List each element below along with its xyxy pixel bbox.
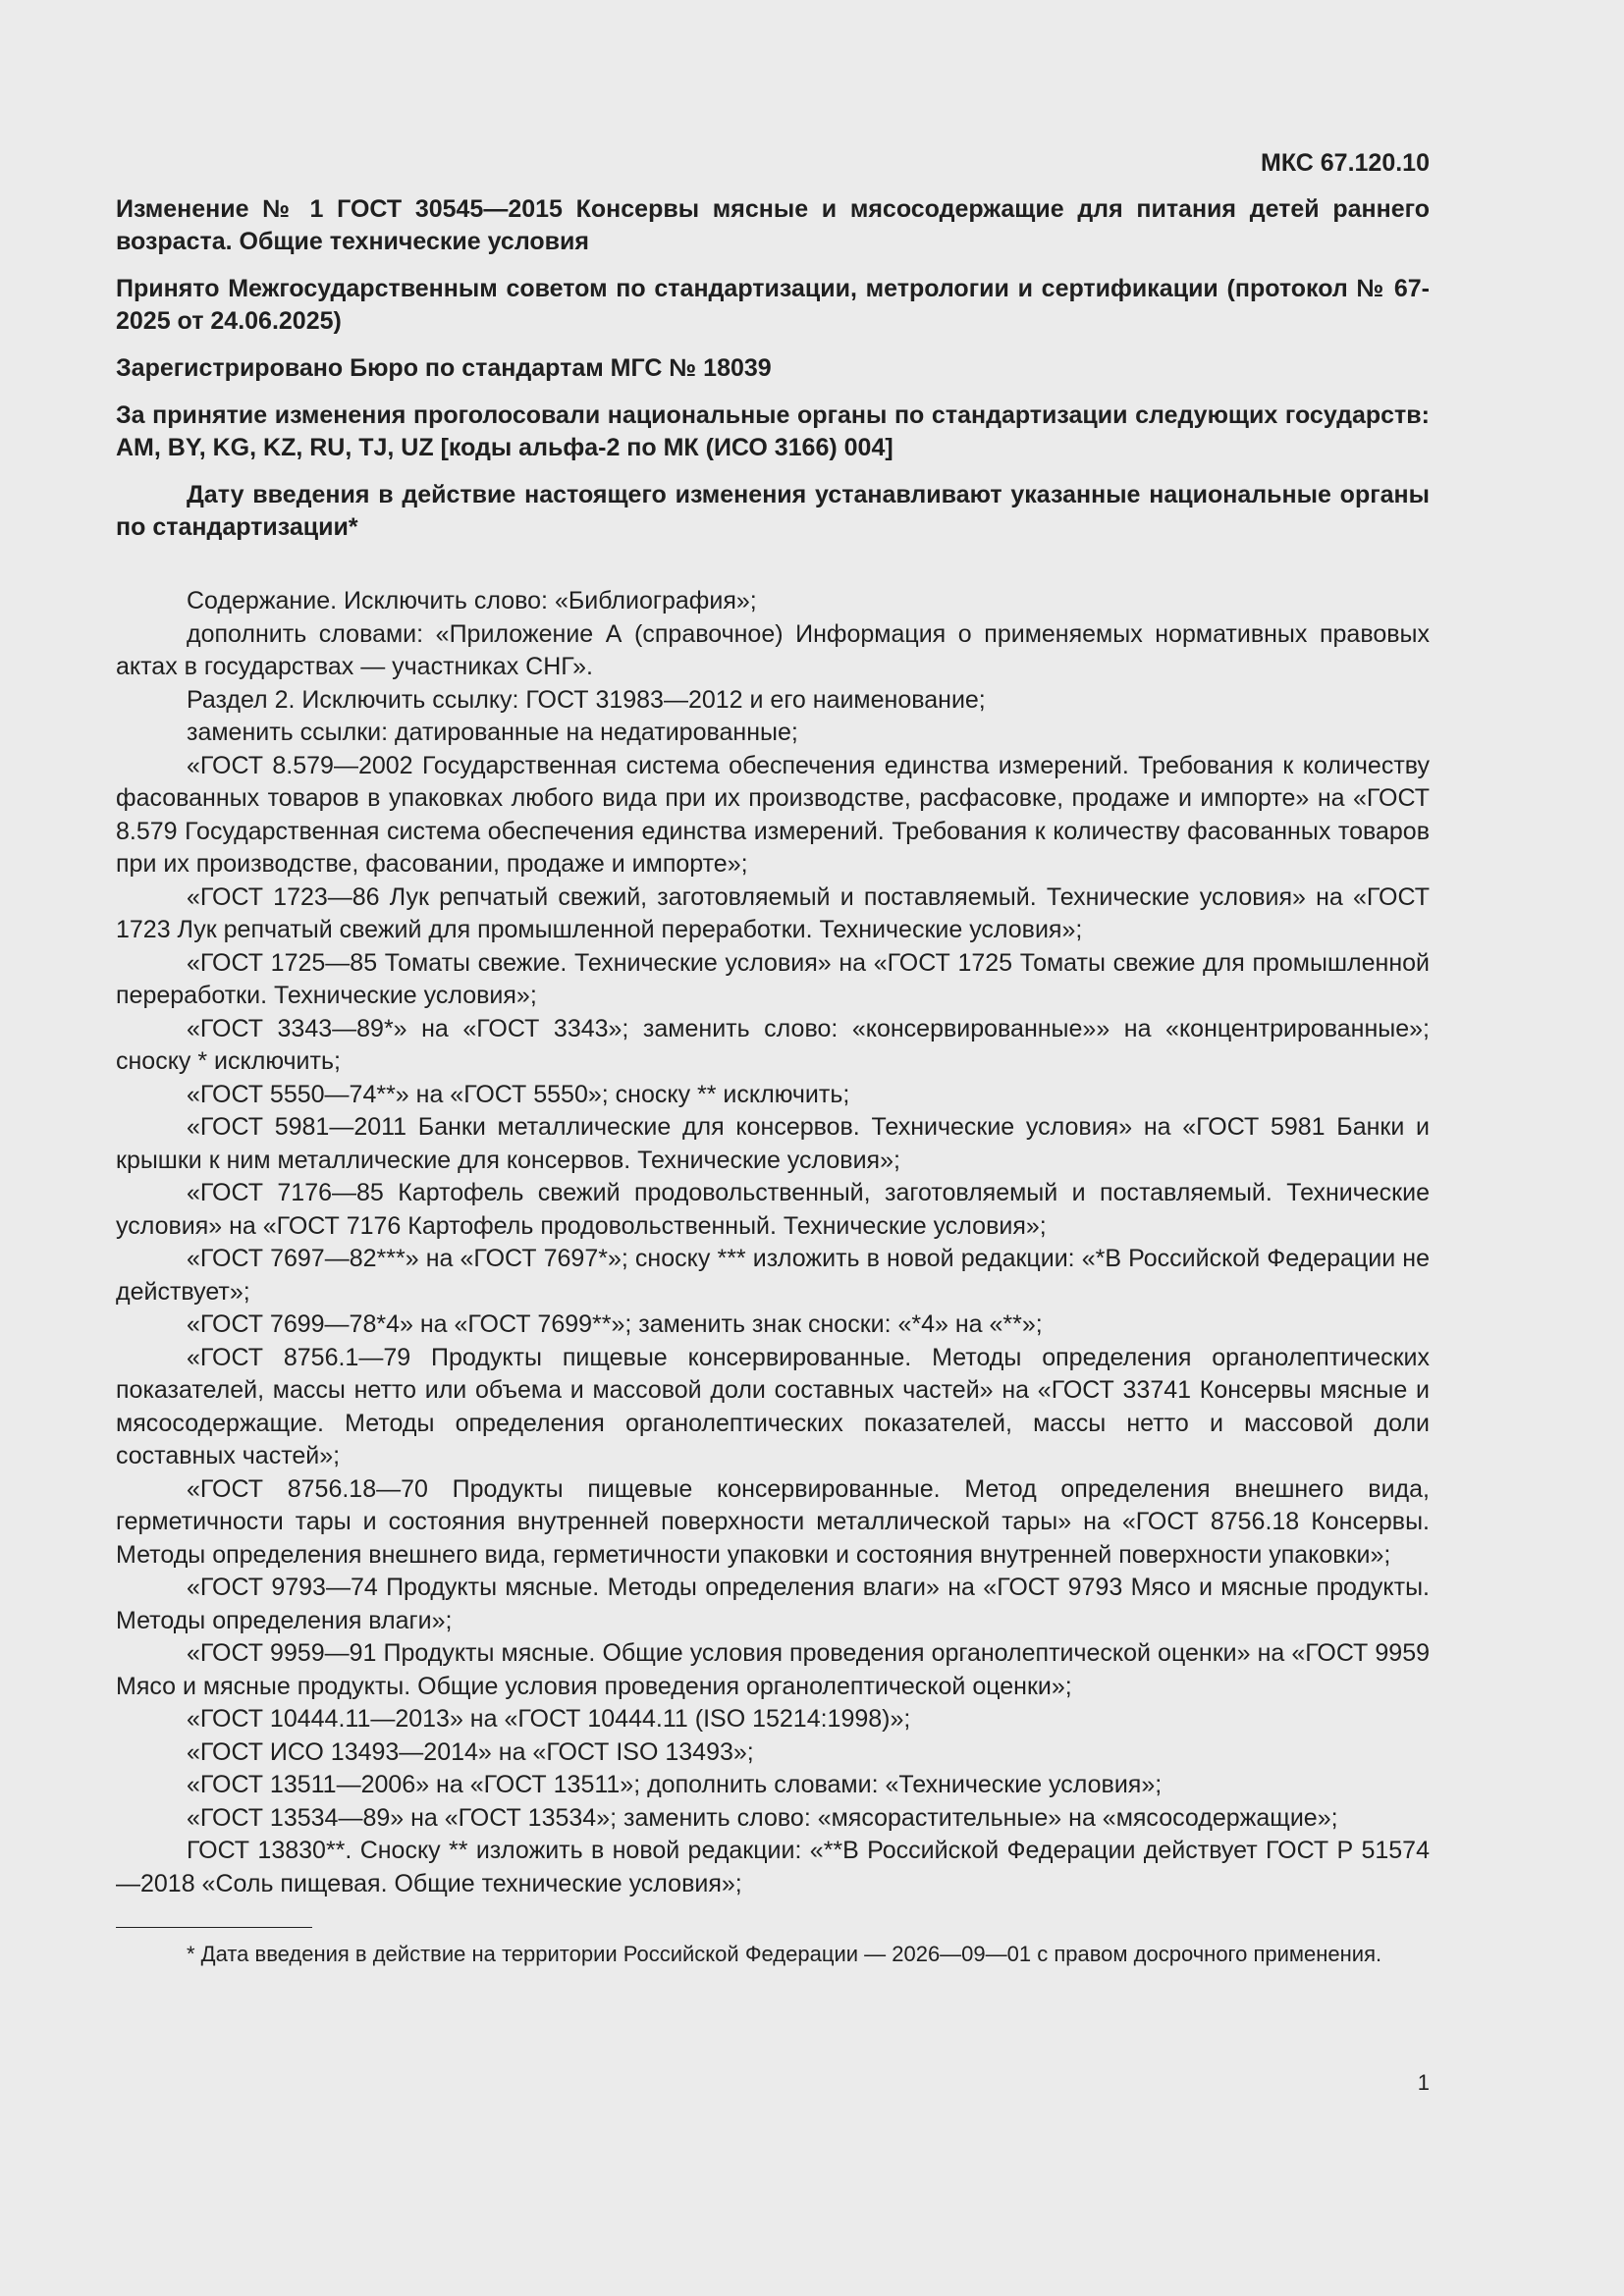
body-paragraph: «ГОСТ 13511—2006» на «ГОСТ 13511»; дополнить словами: «Технические условия»; xyxy=(187,1771,1163,1798)
effective-date-note: Дату введения в действие настоящего изменения устанавливают указанные национальные органы по стандартизации* xyxy=(116,481,1430,541)
body-paragraph: «ГОСТ 1725—85 Томаты свежие. Технические условия» на «ГОСТ 1725 Томаты свежие для промышленной переработки. Технические условия»; xyxy=(116,948,1430,1009)
voting-states: За принятие изменения проголосовали национальные органы по стандартизации следующих государств: AM, BY, KG, KZ, RU, TJ, UZ [коды альфа-2 по МК (ИСО 3166) 004] xyxy=(116,401,1430,461)
body-paragraph: «ГОСТ 7697—82***» на «ГОСТ 7697*»; сноску *** изложить в новой редакции: «*В Российской Федерации не действует»; xyxy=(116,1245,1430,1306)
body-paragraph: «ГОСТ ИСО 13493—2014» на «ГОСТ ISO 13493»; xyxy=(187,1737,754,1766)
body-paragraph: «ГОСТ 5550—74**» на «ГОСТ 5550»; сноску ** исключить; xyxy=(187,1080,850,1108)
footnote: * Дата введения в действие на территории Российской Федерации — 2026—09—01 с правом досрочного применения. xyxy=(187,1942,1382,1966)
body-paragraph: дополнить словами: «Приложение А (справочное) Информация о применяемых нормативных правовых актах в государствах — участниках СНГ». xyxy=(116,619,1430,680)
body-paragraph: «ГОСТ 9959—91 Продукты мясные. Общие условия проведения органолептической оценки» на «ГОСТ 9959 Мясо и мясные продукты. Общие условия проведения органолептической оценки»; xyxy=(116,1639,1430,1700)
body-paragraph: «ГОСТ 5981—2011 Банки металлические для консервов. Технические условия» на «ГОСТ 5981 Банки и крышки к ним металлические для консервов. Технические условия»; xyxy=(116,1113,1430,1174)
body-paragraph: «ГОСТ 8756.18—70 Продукты пищевые консервированные. Метод определения внешнего вида, герметичности тары и состояния внутренней поверхности металлической тары» на «ГОСТ 8756.18 Консервы. Методы определения внешнего вида, герметичности упаковки и состояния внутренней поверхности упаковки»; xyxy=(116,1474,1430,1569)
document-page xyxy=(116,147,1430,1969)
amendment-title: Изменение № 1 ГОСТ 30545—2015 Консервы мясные и мясосодержащие для питания детей раннего возраста. Общие технические условия xyxy=(116,195,1430,255)
mks-code: МКС 67.120.10 xyxy=(1261,149,1430,177)
body-paragraph: «ГОСТ 9793—74 Продукты мясные. Методы определения влаги» на «ГОСТ 9793 Мясо и мясные продукты. Методы определения влаги»; xyxy=(116,1574,1430,1634)
body-paragraph: «ГОСТ 3343—89*» на «ГОСТ 3343»; заменить слово: «консервированные»» на «концентрированные»; сноску * исключить; xyxy=(116,1014,1430,1075)
page-number: 1 xyxy=(1417,2070,1430,2095)
body-paragraph: заменить ссылки: датированные на недатированные; xyxy=(187,719,798,746)
body-paragraph: ГОСТ 13830**. Сноску ** изложить в новой редакции: «**В Российской Федерации действует ГОСТ Р 51574—2018 «Соль пищевая. Общие технические условия»; xyxy=(116,1837,1430,1897)
body-paragraph: «ГОСТ 10444.11—2013» на «ГОСТ 10444.11 (ISO 15214:1998)»; xyxy=(187,1705,911,1733)
body-paragraph: «ГОСТ 8756.1—79 Продукты пищевые консервированные. Методы определения органолептических показателей, массы нетто или объема и массовой доли составных частей» на «ГОСТ 33741 Консервы мясные и мясосодержащие. Методы определения органолептических показателей, массы нетто и массовой доли составных частей»; xyxy=(116,1343,1430,1469)
registration-note: Зарегистрировано Бюро по стандартам МГС № 18039 xyxy=(116,354,772,382)
body-paragraph: Раздел 2. Исключить ссылку: ГОСТ 31983—2012 и его наименование; xyxy=(187,685,986,714)
body-paragraph: «ГОСТ 1723—86 Лук репчатый свежий, заготовляемый и поставляемый. Технические условия» на «ГОСТ 1723 Лук репчатый свежий для промышленной переработки. Технические условия»; xyxy=(116,882,1430,943)
footnote-divider xyxy=(116,1927,312,1928)
amendment-body xyxy=(116,585,1430,1900)
body-paragraph: Содержание. Исключить слово: «Библиография»; xyxy=(187,587,757,614)
body-paragraph: «ГОСТ 7176—85 Картофель свежий продовольственный, заготовляемый и поставляемый. Технические условия» на «ГОСТ 7176 Картофель продовольственный. Технические условия»; xyxy=(116,1179,1430,1240)
body-paragraph: «ГОСТ 13534—89» на «ГОСТ 13534»; заменить слово: «мясорастительные» на «мясосодержащие»; xyxy=(187,1803,1338,1832)
body-paragraph: «ГОСТ 8.579—2002 Государственная система обеспечения единства измерений. Требования к количеству фасованных товаров в упаковках любого вида при их производстве, расфасовке, продаже и импорте» на «ГОСТ 8.579 Государственная система обеспечения единства измерений. Требования к количеству фасованных товаров при их производстве, фасовании, продаже и импорте»; xyxy=(116,751,1430,878)
body-paragraph: «ГОСТ 7699—78*4» на «ГОСТ 7699**»; заменить знак сноски: «*4» на «**»; xyxy=(187,1310,1043,1338)
adopted-by: Принято Межгосударственным советом по стандартизации, метрологии и сертификации (протокол № 67-2025 от 24.06.2025) xyxy=(116,275,1430,335)
